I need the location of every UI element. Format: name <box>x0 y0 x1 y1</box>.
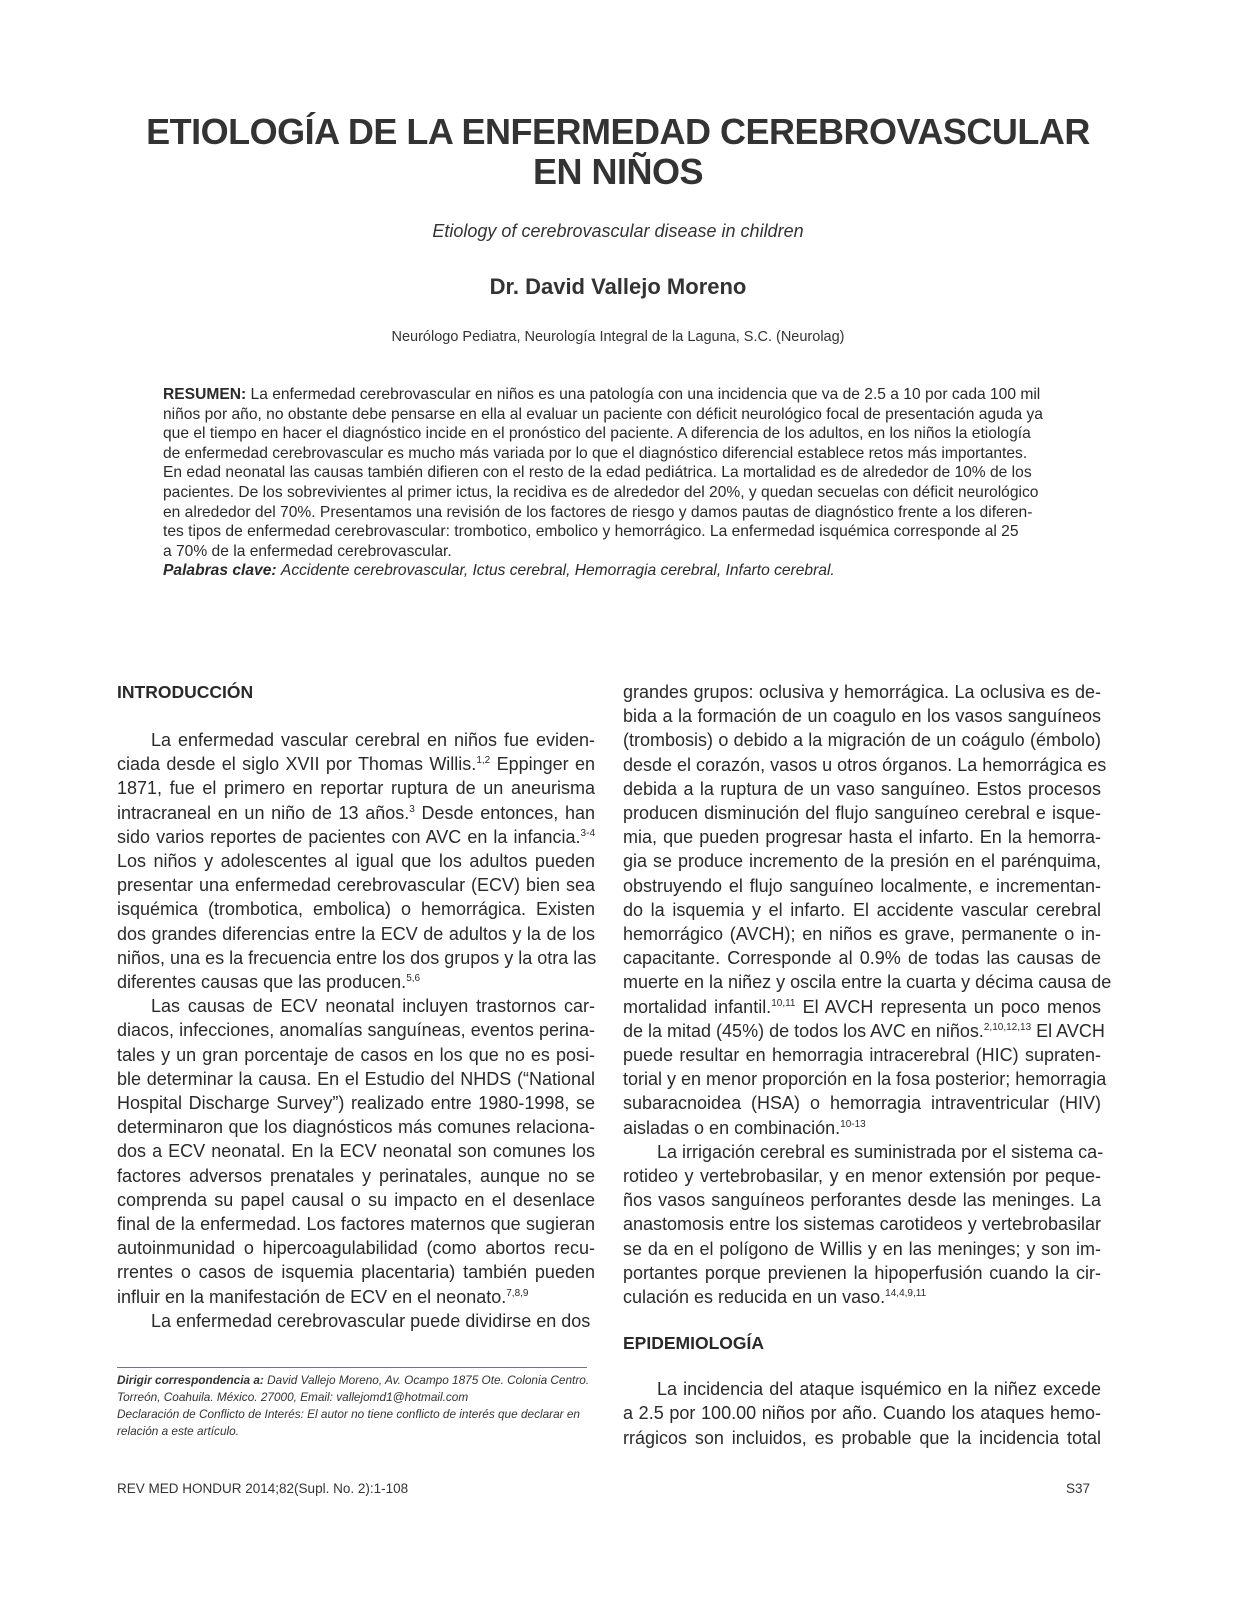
body-text-line: presentar una enfermedad cerebrovascular (ECV) bien sea <box>117 875 595 896</box>
citation-superscript: 3-4 <box>580 827 595 839</box>
body-text-line: rotideo y vertebrobasilar, y en menor extensión por peque- <box>623 1166 1101 1187</box>
keywords-list: Accidente cerebrovascular, Ictus cerebral, Hemorragia cerebral, Infarto cerebral. <box>280 562 835 580</box>
article-title <box>100 112 1136 192</box>
left-column <box>117 680 595 1333</box>
title-line-2: EN NIÑOS <box>532 151 704 192</box>
body-text-line: muerte en la niñez y oscila entre la cuarta y décima causa de <box>623 972 1112 993</box>
body-text-line: capacitante. Corresponde al 0.9% de todas las causas de <box>623 948 1101 969</box>
body-text-line: La enfermedad cerebrovascular puede dividirse en dos <box>151 1310 591 1331</box>
section-heading-epidemiologia: EPIDEMIOLOGÍA <box>623 1333 764 1354</box>
body-text-line: producen disminución del flujo sanguíneo cerebral e isque- <box>623 803 1101 824</box>
abstract-line: En edad neonatal las causas también difieren con el resto de la edad pediátrica. La mortalidad es de alrededor de 10% de los <box>163 464 1032 482</box>
body-text-line: subaracnoidea (HSA) o hemorragia intraventricular (HIV) <box>623 1093 1101 1114</box>
body-text-line: mortalidad infantil.$^{10,11}$ El AVCH representa un poco menos <box>623 996 1102 1017</box>
body-text-line: bida a la formación de un coagulo en los vasos sanguíneos <box>623 706 1101 727</box>
author-name: Dr. David Vallejo Moreno <box>489 274 747 299</box>
citation-superscript: 10,11 <box>771 997 796 1009</box>
body-text-line: final de la enfermedad. Los factores maternos que sugieran <box>117 1214 595 1235</box>
abstract-block <box>163 385 1073 581</box>
body-text-line: se da en el polígono de Willis y en las meninges; y son im- <box>623 1238 1101 1259</box>
footnotes <box>117 1372 595 1440</box>
citation-superscript: 5,6 <box>406 973 421 985</box>
citation-superscript: 2,10,12,13 <box>983 1021 1032 1033</box>
left-column-body <box>117 728 595 1333</box>
body-text-line: portantes porque previenen la hipoperfusión cuando la cir- <box>623 1262 1101 1283</box>
abstract-line: a 70% de la enfermedad cerebrovascular. <box>163 542 452 560</box>
abstract-line: de enfermedad cerebrovascular es mucho más variada por lo que el diagnóstico diferencial establece retos más importantes. <box>163 444 1028 462</box>
body-text-line: Las causas de ECV neonatal incluyen trastornos car- <box>151 996 595 1017</box>
citation-superscript: 10-13 <box>840 1118 866 1130</box>
body-text-line: debida a la ruptura de un vaso sanguíneo. Estos procesos <box>623 778 1101 799</box>
body-text-line: ciada desde el siglo XVII por Thomas Willis.$^{1,2}$ Eppinger en <box>117 754 596 775</box>
epidemiologia-body <box>623 1377 1101 1450</box>
body-text-line: sido varios reportes de pacientes con AVC en la infancia.$^{3-4}$ <box>117 826 595 847</box>
body-text-line: obstruyendo el flujo sanguíneo localmente, e incrementan- <box>623 875 1101 896</box>
body-text-line: torial y en menor proporción en la fosa posterior; hemorragia <box>623 1069 1107 1090</box>
citation-superscript: 1,2 <box>476 755 491 767</box>
abstract-line: pacientes. De los sobrevivientes al primer ictus, la recidiva es de alrededor del 20%, y quedan secuelas con déficit neurológico <box>163 483 1039 501</box>
body-text-line: autoinmunidad o hipercoagulabilidad (como abortos recu- <box>117 1238 595 1259</box>
correspondence-label: Dirigir correspondencia a: <box>117 1373 264 1387</box>
abstract-line: niños por año, no obstante debe pensarse en ella al evaluar un paciente con déficit neurológico focal de presentación aguda ya <box>163 405 1043 423</box>
conflict-statement: Declaración de Conflicto de Interés: El autor no tiene conflicto de interés que declarar en <box>117 1407 580 1421</box>
section-heading-introduccion: INTRODUCCIÓN <box>117 682 254 702</box>
body-text-line: ble determinar la causa. En el Estudio del NHDS (“National <box>117 1068 595 1089</box>
body-text-line: dos a ECV neonatal. En la ECV neonatal son comunes los <box>117 1141 595 1162</box>
body-text-line: puede resultar en hemorragia intracerebral (HIC) supraten- <box>623 1045 1101 1066</box>
body-text-line: isquémica (trombotica, embolica) o hemorrágica. Existen <box>117 899 595 920</box>
body-text-line: aisladas o en combinación.$^{10-13}$ <box>623 1117 866 1138</box>
author-affiliation: Neurólogo Pediatra, Neurología Integral de la Laguna, S.C. (Neurolag) <box>391 329 845 345</box>
body-text-line: rrentes o casos de isquemia placentaria) también pueden <box>117 1262 595 1283</box>
body-text-line: niños, una es la frecuencia entre los dos grupos y la otra las <box>117 947 597 968</box>
body-text-line: La irrigación cerebral es suministrada por el sistema ca- <box>657 1141 1104 1162</box>
journal-citation: REV MED HONDUR 2014;82(Supl. No. 2):1-108 <box>117 1481 409 1496</box>
body-text-line: determinaron que los diagnósticos más comunes relaciona- <box>117 1117 595 1138</box>
abstract-label: RESUMEN: <box>163 386 247 403</box>
body-text-line: grandes grupos: oclusiva y hemorrágica. La oclusiva es de- <box>623 682 1101 702</box>
abstract-line: en alrededor del 70%. Presentamos una revisión de los factores de riesgo y damos pautas de diagnóstico frente a los diferen- <box>163 503 1033 521</box>
body-text-line: ños vasos sanguíneos perforantes desde las meninges. La <box>623 1190 1101 1211</box>
footnote-divider <box>117 1367 587 1368</box>
body-text-line: do la isquemia y el infarto. El accidente vascular cerebral <box>623 899 1101 920</box>
right-column-body <box>623 680 1112 1309</box>
abstract-line: tes tipos de enfermedad cerebrovascular: trombotico, embolico y hemorrágico. La enfermedad isquémica corresponde al 25 <box>163 523 1019 541</box>
body-text-line: factores adversos prenatales y perinatales, aunque no se <box>117 1165 595 1186</box>
body-text-line: influir en la manifestación de ECV en el neonato.$^{7,8,9}$ <box>117 1286 529 1307</box>
citation-superscript: 14,4,9,11 <box>885 1288 927 1300</box>
right-column <box>623 680 1112 1450</box>
page-number: S37 <box>1066 1481 1091 1496</box>
correspondence-address: Torreón, Coahuila. México. 27000, Email: vallejomd1@hotmail.com <box>117 1390 469 1404</box>
body-text-line: diferentes causas que las producen.$^{5,6}$ <box>117 972 421 993</box>
body-text-line: dos grandes diferencias entre la ECV de adultos y la de los <box>117 923 595 944</box>
citation-superscript: 3 <box>409 803 415 815</box>
body-text-line: intracraneal en un niño de 13 años.$^3$ Desde entonces, han <box>117 802 595 823</box>
keywords-line <box>163 561 1073 581</box>
body-text-line: 1871, fue el primero en reportar ruptura de un aneurisma <box>117 778 595 799</box>
body-text-line: rrágicos son incluidos, es probable que la incidencia total <box>623 1427 1101 1448</box>
body-text-line: tales y un gran porcentaje de casos en los que no es posi- <box>117 1044 595 1065</box>
abstract-line: que el tiempo en hacer el diagnóstico incide en el pronóstico del paciente. A diferencia de los adultos, en los niños la etiología <box>163 425 1031 443</box>
body-text-line: La incidencia del ataque isquémico en la niñez excede <box>657 1379 1101 1400</box>
body-text-line: anastomosis entre los sistemas carotideos y vertebrobasilar <box>623 1214 1101 1235</box>
body-text-line: gia se produce incremento de la presión en el parénquima, <box>623 851 1101 872</box>
english-title: Etiology of cerebrovascular disease in children <box>432 221 804 241</box>
abstract-line: RESUMEN: La enfermedad cerebrovascular en niños es una patología con una incidencia que va de 2.5 a 10 por cada 100 mil <box>163 386 1041 403</box>
body-text-line: Los niños y adolescentes al igual que los adultos pueden <box>117 851 595 872</box>
body-text-line: de la mitad (45%) de todos los AVC en niños.$^{2,10,12,13}$ El AVCH <box>623 1020 1105 1041</box>
body-text-line: hemorrágico (AVCH); en niños es grave, permanente o in- <box>623 924 1101 945</box>
body-text-line: La enfermedad vascular cerebral en niños fue eviden- <box>151 730 595 750</box>
body-text-line: culación es reducida en un vaso.$^{14,4,9,11}$ <box>623 1287 927 1308</box>
keywords-label: Palabras clave: <box>163 562 277 580</box>
title-line-1: ETIOLOGÍA DE LA ENFERMEDAD CEREBROVASCULAR <box>146 111 1090 152</box>
body-text-line: a 2.5 por 100.00 niños por año. Cuando los ataques hemo- <box>623 1403 1101 1424</box>
body-text-line: (trombosis) o debido a la migración de un coágulo (émbolo) <box>623 730 1101 751</box>
citation-superscript: 7,8,9 <box>506 1287 529 1299</box>
correspondence-line: Dirigir correspondencia a: David Vallejo Moreno, Av. Ocampo 1875 Ote. Colonia Centro. <box>117 1373 590 1387</box>
body-text-line: comprenda su papel causal o su impacto en el desenlace <box>117 1189 595 1210</box>
body-text-line: mia, que pueden progresar hasta el infarto. En la hemorra- <box>623 827 1101 848</box>
body-text-line: Hospital Discharge Survey”) realizado entre 1980-1998, se <box>117 1093 595 1114</box>
body-text-line: diacos, infecciones, anomalías sanguíneas, eventos perina- <box>117 1020 595 1041</box>
body-text-line: desde el corazón, vasos u otros órganos. La hemorrágica es <box>623 754 1107 775</box>
conflict-statement-end: relación a este artículo. <box>117 1424 239 1438</box>
